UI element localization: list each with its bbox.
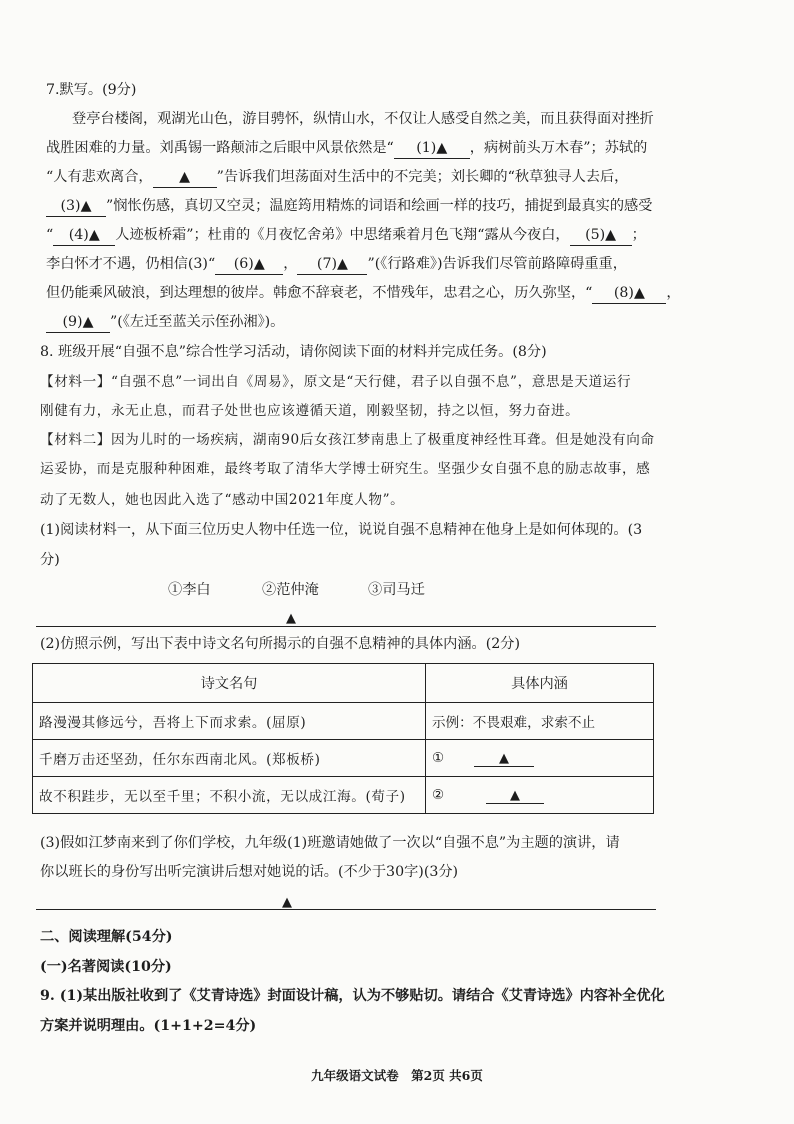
option-sima-qian: ③司马迁 (368, 582, 425, 598)
table-header-row (33, 664, 654, 703)
table-row (33, 777, 654, 814)
q7-line-4 (46, 196, 652, 217)
table-cell-example: 示例：不畏艰难，求索不止 (426, 703, 654, 740)
table-cell-answer[interactable] (426, 740, 654, 777)
table-row (33, 703, 654, 740)
q8-part-2: (2)仿照示例，写出下表中诗文名句所揭示的自强不息精神的具体内涵。(2分) (40, 636, 521, 652)
q7-line-6 (46, 254, 627, 275)
q7-text: ”(《行路难》)告诉我们尽管前路障碍重重， (367, 256, 627, 272)
table-cell-poem: 千磨万击还坚劲，任尔东西南北风。(郑板桥) (33, 740, 426, 777)
answer-mark: ▲ (286, 611, 296, 626)
answer-line (36, 909, 656, 910)
q7-blank-5: (5)▲ (570, 225, 632, 246)
q7-text: ， (666, 285, 681, 301)
q7-text: ，病树前头万木春”；苏轼的 (469, 140, 648, 156)
q7-text: 李白怀才不遇，仍相信(3)“ (46, 256, 216, 272)
answer-line (36, 626, 656, 627)
option-fan-zhongyan: ②范仲淹 (262, 582, 319, 598)
q7-blank-2: ▲ (153, 167, 217, 188)
table-cell-answer[interactable] (426, 777, 654, 814)
q7-text: 人迹板桥霜”；杜甫的《月夜忆舍弟》中思绪乘着月色飞翔“露从今夜白， (115, 227, 570, 243)
q7-text: “人有悲欢离合， (46, 169, 153, 185)
q8-part-1-line-1: (1)阅读材料一，从下面三位历史人物中任选一位，说说自强不息精神在他身上是如何体现的。(3 (40, 522, 643, 538)
table-row (33, 740, 654, 777)
page-footer: 九年级语文试卷 第2页 共6页 (311, 1068, 483, 1083)
q7-line-2 (46, 138, 647, 159)
option-li-bai: ①李白 (168, 582, 211, 598)
q7-blank-1: (1)▲ (394, 138, 470, 159)
q8-title: 8. 班级开展“自强不息”综合性学习活动，请你阅读下面的材料并完成任务。(8分) (40, 344, 547, 360)
section-title: 二、阅读理解(54分) (40, 929, 173, 945)
q7-blank-7: (7)▲ (297, 254, 367, 275)
q7-blank-6: (6)▲ (215, 254, 283, 275)
q7-text: ， (283, 256, 298, 272)
table-header-meaning: 具体内涵 (426, 664, 654, 703)
q7-line-1: 登亭台楼阁，观湖光山色，游目骋怀，纵情山水，不仅让人感受自然之美，而且获得面对挫折 (72, 111, 654, 127)
answer-blank[interactable]: ▲ (486, 788, 544, 804)
q8-material-2-line-1: 【材料二】因为儿时的一场疾病，湖南90后女孩江梦南患上了极重度神经性耳聋。但是她没有向命 (40, 432, 655, 448)
table-cell-poem: 路漫漫其修远兮，吾将上下而求索。(屈原) (33, 703, 426, 740)
q7-text: “ (46, 227, 54, 243)
q7-line-8 (46, 312, 284, 333)
q7-line-7 (46, 283, 681, 304)
q9-line-2: 方案并说明理由。(1+1+2=4分) (40, 1018, 257, 1034)
q8-part-3-line-1: (3)假如江梦南来到了你们学校，九年级(1)班邀请她做了一次以“自强不息”为主题的演讲，请 (40, 835, 620, 851)
q8-table (32, 663, 654, 814)
q7-blank-8: (8)▲ (592, 283, 666, 304)
q8-part-3-line-2: 你以班长的身份写出听完演讲后想对她说的话。(不少于30字)(3分) (40, 864, 459, 880)
q8-material-1-line-1: 【材料一】“自强不息”一词出自《周易》，原文是“天行健，君子以自强不息”，意思是天道运行 (40, 374, 632, 390)
q7-line-3 (46, 167, 628, 188)
subsection-title: (一)名著阅读(10分) (40, 959, 172, 975)
q7-text: ； (631, 227, 646, 243)
q7-blank-9: (9)▲ (46, 312, 110, 333)
answer-number: ② (432, 786, 445, 803)
answer-number: ① (432, 749, 445, 766)
q7-text: ”(《左迁至蓝关示侄孙湘》)。 (110, 314, 285, 330)
q7-text: 但仍能乘风破浪，到达理想的彼岸。韩愈不辞衰老，不惜残年，忠君之心，历久弥坚，“ (46, 285, 593, 301)
q7-line-5 (46, 225, 646, 246)
q7-text: ”告诉我们坦荡面对生活中的不完美；刘长卿的“秋草独寻人去后， (216, 169, 629, 185)
q7-text: 战胜困难的力量。刘禹锡一路颠沛之后眼中风景依然是“ (46, 140, 394, 156)
q9-line-1: 9. (1)某出版社收到了《艾青诗选》封面设计稿，认为不够贴切。请结合《艾青诗选》内容补全优化 (40, 988, 665, 1004)
q7-blank-4: (4)▲ (53, 225, 115, 246)
answer-blank[interactable]: ▲ (474, 751, 534, 767)
answer-mark: ▲ (282, 895, 292, 910)
q8-material-2-line-3: 动了无数人，她也因此入选了“感动中国2021年度人物”。 (40, 492, 405, 508)
q7-title: 7.默写。(9分) (46, 82, 137, 98)
q7-blank-3: (3)▲ (46, 196, 106, 217)
table-cell-poem: 故不积跬步，无以至千里；不积小流，无以成江海。(荀子) (33, 777, 426, 814)
table-header-poem: 诗文名句 (33, 664, 426, 703)
q8-material-1-line-2: 刚健有力，永无止息，而君子处世也应该遵循天道，刚毅坚韧，持之以恒，努力奋进。 (40, 403, 580, 419)
q7-text: ”悯怅伤感，真切又空灵；温庭筠用精炼的词语和绘画一样的技巧，捕捉到最真实的感受 (106, 198, 653, 214)
q8-part-1-line-2: 分) (40, 552, 60, 568)
q8-material-2-line-2: 运妥协，而是克服种种困难，最终考取了清华大学博士研究生。坚强少女自强不息的励志故事，感 (40, 461, 651, 477)
